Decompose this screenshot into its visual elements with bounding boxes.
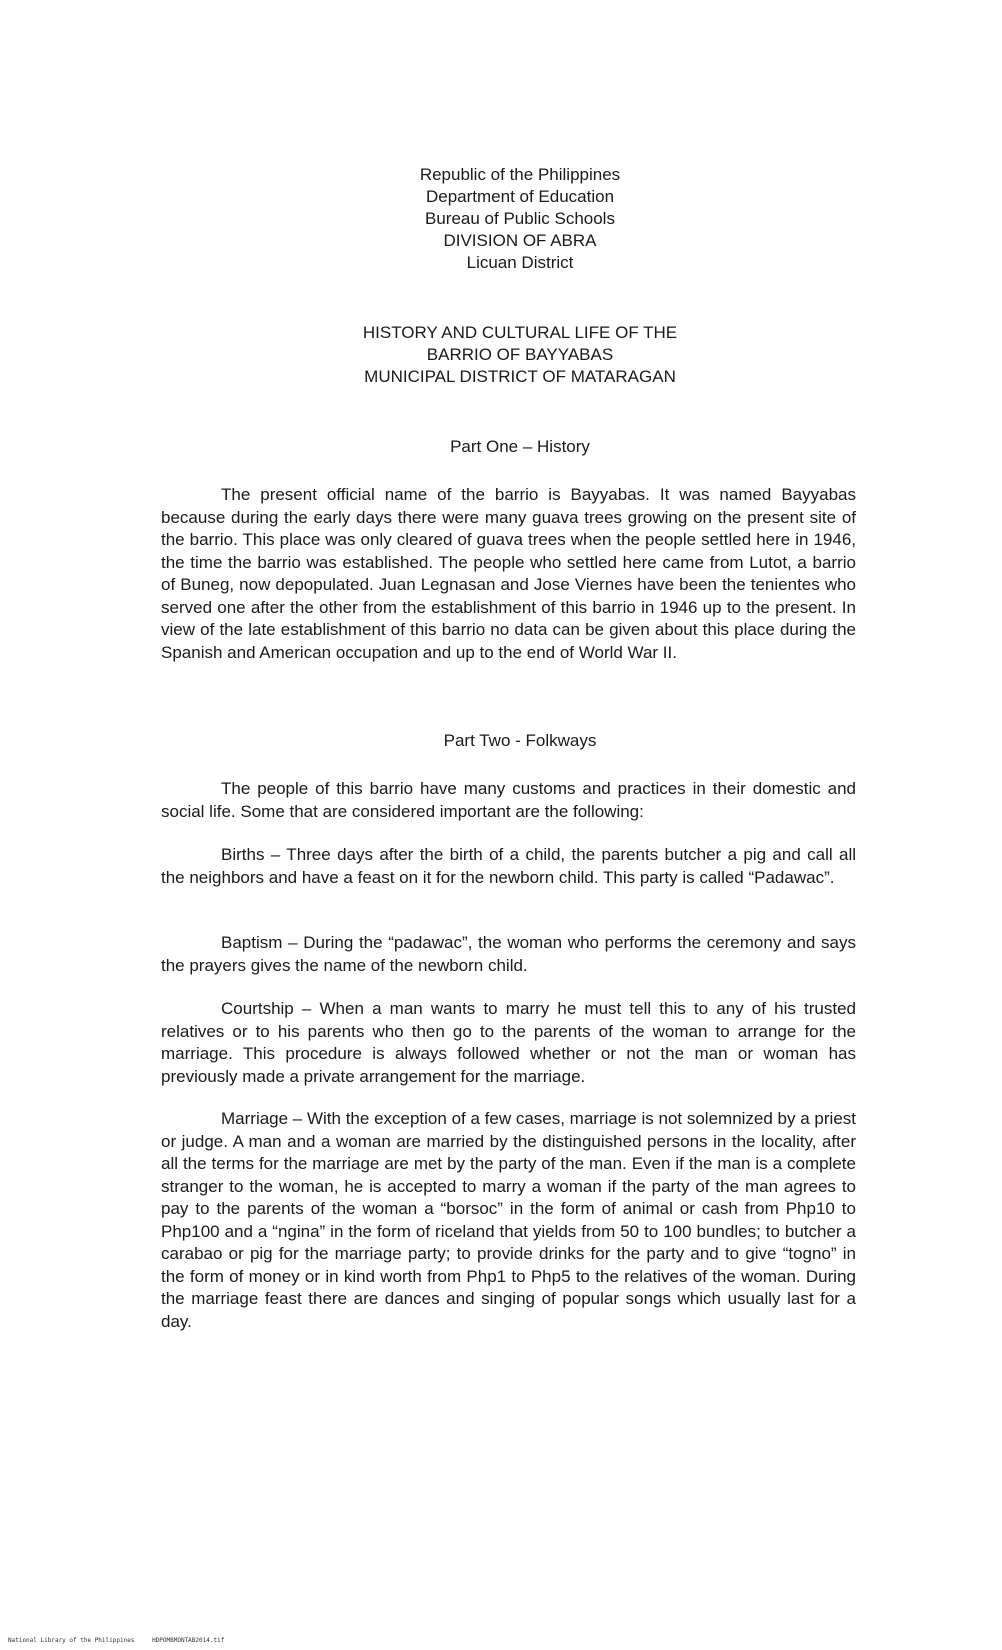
- marriage-paragraph: Marriage – With the exception of a few cases, marriage is not solemnized by a priest or judge. A man and a woman are married by the distinguished persons in the locality, after all the terms for the marriage are met by the party of the man. Even if the man is a complete stranger to the woman, he is accepted to marry a woman if the party of the man agrees to pay to the parents of the woman a “borsoc” in the form of animal or cash from Php10 to Php100 and a “ngina” in the form of riceland that yields from 50 to 100 bundles; to butcher a carabao or pig for the marriage party; to provide drinks for the party and to give “togno” in the form of money or in kind worth from Php1 to Php5 to the relatives of the woman. During the marriage feast there are dances and singing of popular songs which usually last for a day.: [161, 1109, 856, 1331]
- courtship-paragraph: Courtship – When a man wants to marry he must tell this to any of his trusted relatives or to his parents who then go to the parents of the woman to arrange for the marriage. This procedure is always followed whether or not the man or woman has previously made a private arrangement for the marriage.: [161, 999, 856, 1086]
- letterhead-line: Department of Education: [425, 187, 615, 206]
- history-paragraph: The present official name of the barrio is Bayyabas. It was named Bayyabas because during the early days there were many guava trees growing on the present site of the barrio. This place was only cleared of guava trees when the people settled here in 1946, the time the barrio was established. The people who settled here came from Lutot, a barrio of Buneg, now depopulated. Juan Legnasan and Jose Viernes have been the tenientes who served one after the other from the establishment of this barrio in 1946 up to the present. In view of the late establishment of this barrio no data can be given about this place during the Spanish and American occupation and up to the end of World War II.: [161, 485, 856, 662]
- letterhead-line: Bureau of Public Schools: [425, 209, 615, 228]
- part-two-heading: Part Two - Folkways: [443, 731, 597, 750]
- letterhead: [160, 164, 880, 274]
- title-line: HISTORY AND CULTURAL LIFE OF THE: [362, 323, 678, 342]
- footer-library: National Library of the Philippines: [8, 1637, 135, 1644]
- births-paragraph: Births – Three days after the birth of a child, the parents butcher a pig and call all the neighbors and have a feast on it for the newborn child. This party is called “Padawac”.: [161, 845, 856, 887]
- letterhead-line: DIVISION OF ABRA: [443, 231, 597, 250]
- footer-code: HDPOMBMONTAB2014.tif: [152, 1637, 225, 1644]
- scan-footer: [8, 1637, 224, 1644]
- letterhead-line: Licuan District: [466, 253, 574, 272]
- title-line: BARRIO OF BAYYABAS: [426, 345, 614, 364]
- part-one-heading: Part One – History: [450, 437, 590, 456]
- title-line: MUNICIPAL DISTRICT OF MATARAGAN: [364, 367, 676, 386]
- baptism-paragraph: Baptism – During the “padawac”, the woman who performs the ceremony and says the prayers gives the name of the newborn child.: [161, 933, 856, 975]
- folkways-intro-paragraph: The people of this barrio have many customs and practices in their domestic and social life. Some that are considered important are the following:: [161, 779, 856, 821]
- letterhead-line: Republic of the Philippines: [419, 165, 621, 184]
- document-title: [160, 322, 880, 388]
